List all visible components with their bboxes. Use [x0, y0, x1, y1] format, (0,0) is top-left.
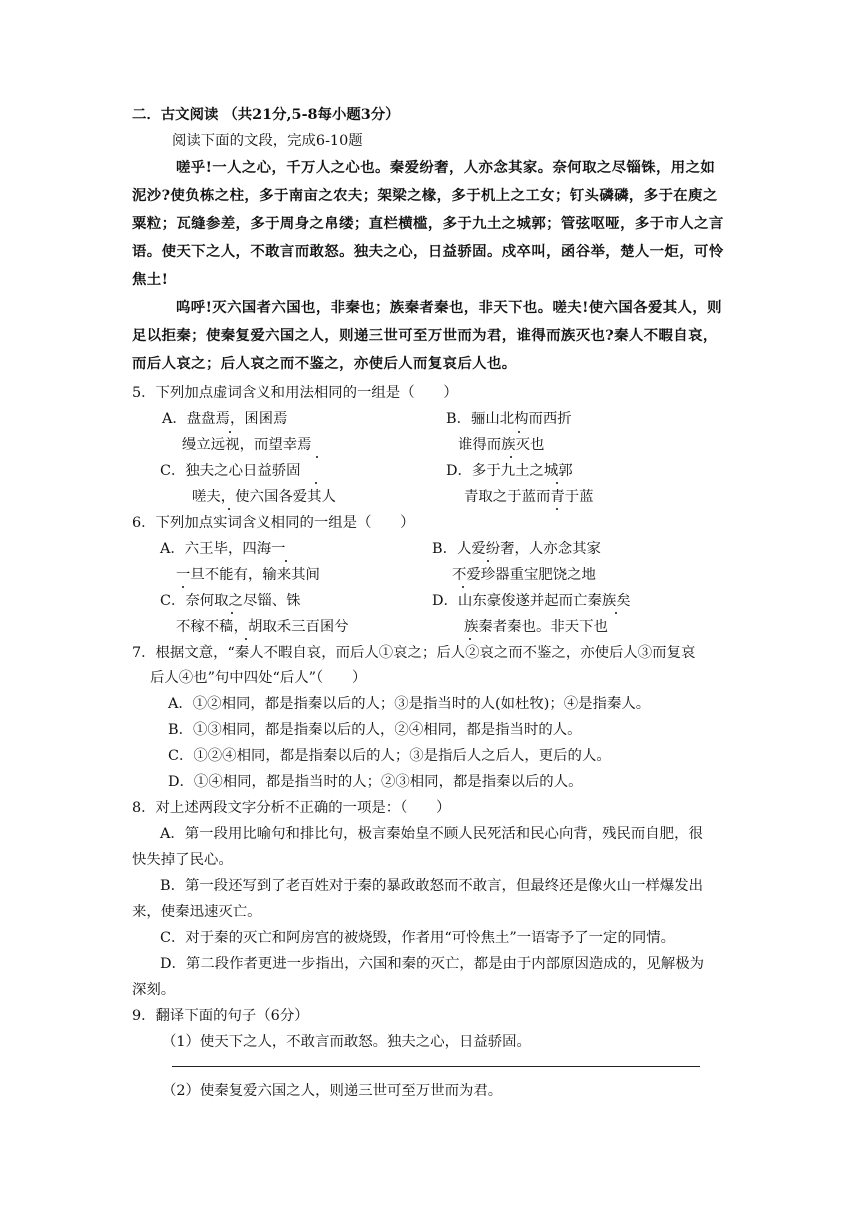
q5-option-c-line2: 嗟夫，使六国各爱其人: [192, 489, 336, 505]
q8-stem: 8．对上述两段文字分析不正确的一项是：（ ）: [132, 800, 451, 816]
q8-option-a-line2: 快失掉了民心。: [132, 852, 233, 868]
q8-option-d-line2: 深刻。: [132, 982, 176, 998]
emphasis-dot: [556, 508, 558, 510]
answer-blank-line: [172, 1066, 700, 1067]
passage-line: 语。使天下之人，不敢言而敢怒。独夫之心，日益骄固。戍卒叫，函谷举，楚人一炬，可怜: [132, 243, 724, 260]
q5-option-d-line2: 青取之于蓝而青于蓝: [464, 489, 594, 505]
q7-option-a: A．①②相同，都是指秦以后的人；③是指当时的人(如杜牧)；④是指秦人。: [168, 696, 651, 712]
passage-line: 嗟乎!一人之心，千万人之心也。秦爱纷奢，人亦念其家。奈何取之尽锱铢，用之如: [176, 159, 716, 176]
emphasis-dot: [462, 586, 464, 588]
passage-line: 泥沙?使负栋之柱，多于南亩之农夫；架梁之椽，多于机上之工女；钉头磷磷，多于在庾之: [132, 187, 718, 204]
q8-option-d-line1: D．第二段作者更进一步指出，六国和秦的灭亡，都是由于内部原因造成的，见解极为: [160, 956, 704, 972]
q8-option-a-line1: A．第一段用比喻句和排比句，极言秦始皇不顾人民死活和民心向背，残民而自肥，很: [160, 826, 703, 842]
q7-option-d: D．①④相同，都是指当时的人；②③相同，都是指秦以后的人。: [168, 774, 583, 790]
q7-option-b: B．①③相同，都是指秦以后的人，②④相同，都是指当时的人。: [168, 722, 582, 738]
q8-option-b-line2: 来，使秦迅速灭亡。: [132, 904, 262, 920]
q6-option-d-line1: D．山东豪俊遂并起而亡秦族矣: [432, 593, 631, 609]
passage-line: 焦土!: [132, 271, 169, 288]
emphasis-dot: [315, 482, 317, 484]
q5-option-a-line1: A．盘盘焉，囷囷焉: [162, 411, 288, 427]
emphasis-dot: [316, 456, 318, 458]
passage-line: 粟粒；瓦缝参差，多于周身之帛缕；直栏横槛，多于九土之城郭；管弦呕哑，多于市人之言: [132, 215, 724, 232]
q5-option-c-line1: C．独夫之心日益骄固: [160, 463, 301, 479]
q6-stem: 6．下列加点实词含义相同的一组是（ ）: [132, 515, 415, 531]
passage-line: 而后人哀之；后人哀之而不鉴之，亦使后人而复哀后人也。: [132, 355, 517, 372]
emphasis-dot: [556, 482, 558, 484]
section-title: 二．古文阅读 （共21分,5-8每小题3分）: [132, 106, 400, 123]
q5-option-b-line1: B．骊山北构而西折: [446, 411, 572, 427]
emphasis-dot: [228, 508, 230, 510]
emphasis-dot: [245, 638, 247, 640]
q5-option-a-line2: 缦立远视，而望幸焉: [182, 437, 312, 453]
q8-option-b-line1: B．第一段还写到了老百姓对于秦的暴政敢怒而不敢言，但最终还是像火山一样爆发出: [160, 878, 704, 894]
emphasis-dot: [229, 431, 231, 433]
q7-stem-line1: 7．根据文意，“秦人不暇自哀，而后人①哀之；后人②哀之而不鉴之，亦使后人③而复哀: [132, 645, 696, 661]
q6-option-c-line2: 不稼不穑，胡取禾三百囷兮: [176, 619, 349, 635]
q7-stem-line2: 后人④也”句中四处“后人”（ ）: [150, 670, 367, 686]
q5-option-b-line2: 谁得而族灭也: [458, 437, 545, 453]
q9-sentence-2: （2）使秦复爱六国之人，则递三世可至万世而为君。: [162, 1083, 503, 1099]
q6-option-b-line1: B．人爱纷奢，人亦念其家: [432, 541, 601, 557]
section-instruction: 阅读下面的文段，完成6-10题: [172, 133, 363, 149]
emphasis-dot: [615, 612, 617, 614]
emphasis-dot: [469, 638, 471, 640]
q6-option-c-line1: C．奈何取之尽锱、铢: [160, 593, 301, 609]
q6-option-a-line2: 一旦不能有，输来其间: [176, 567, 320, 583]
q5-option-d-line1: D．多于九土之城郭: [446, 463, 573, 479]
q6-option-b-line2: 不爱珍器重宝肥饶之地: [452, 567, 596, 583]
emphasis-dot: [487, 560, 489, 562]
q8-option-c: C．对于秦的灭亡和阿房宫的被烧毁，作者用“可怜焦土”一语寄予了一定的同情。: [160, 930, 676, 946]
q6-option-d-line2: 族秦者秦也。非天下也: [464, 619, 608, 635]
emphasis-dot: [285, 560, 287, 562]
q5-stem: 5．下列加点虚词含义和用法相同的一组是（ ）: [132, 385, 458, 401]
emphasis-dot: [182, 586, 184, 588]
passage-line: 呜呼!灭六国者六国也，非秦也；族秦者秦也，非天下也。嗟夫!使六国各爱其人，则: [176, 299, 722, 316]
passage-line: 足以拒秦；使秦复爱六国之人，则递三世可至万世而为君，谁得而族灭也?秦人不暇自哀，: [132, 327, 718, 344]
q9-sentence-1: （1）使天下之人，不敢言而敢怒。独夫之心，日益骄固。: [162, 1034, 531, 1050]
emphasis-dot: [510, 456, 512, 458]
q6-option-a-line1: A．六王毕，四海一: [160, 541, 286, 557]
q9-stem: 9．翻译下面的句子（6分）: [132, 1008, 309, 1024]
q7-option-c: C．①②④相同，都是指秦以后的人；③是指后人之后人，更后的人。: [168, 748, 611, 764]
emphasis-dot: [518, 431, 520, 433]
emphasis-dot: [231, 612, 233, 614]
